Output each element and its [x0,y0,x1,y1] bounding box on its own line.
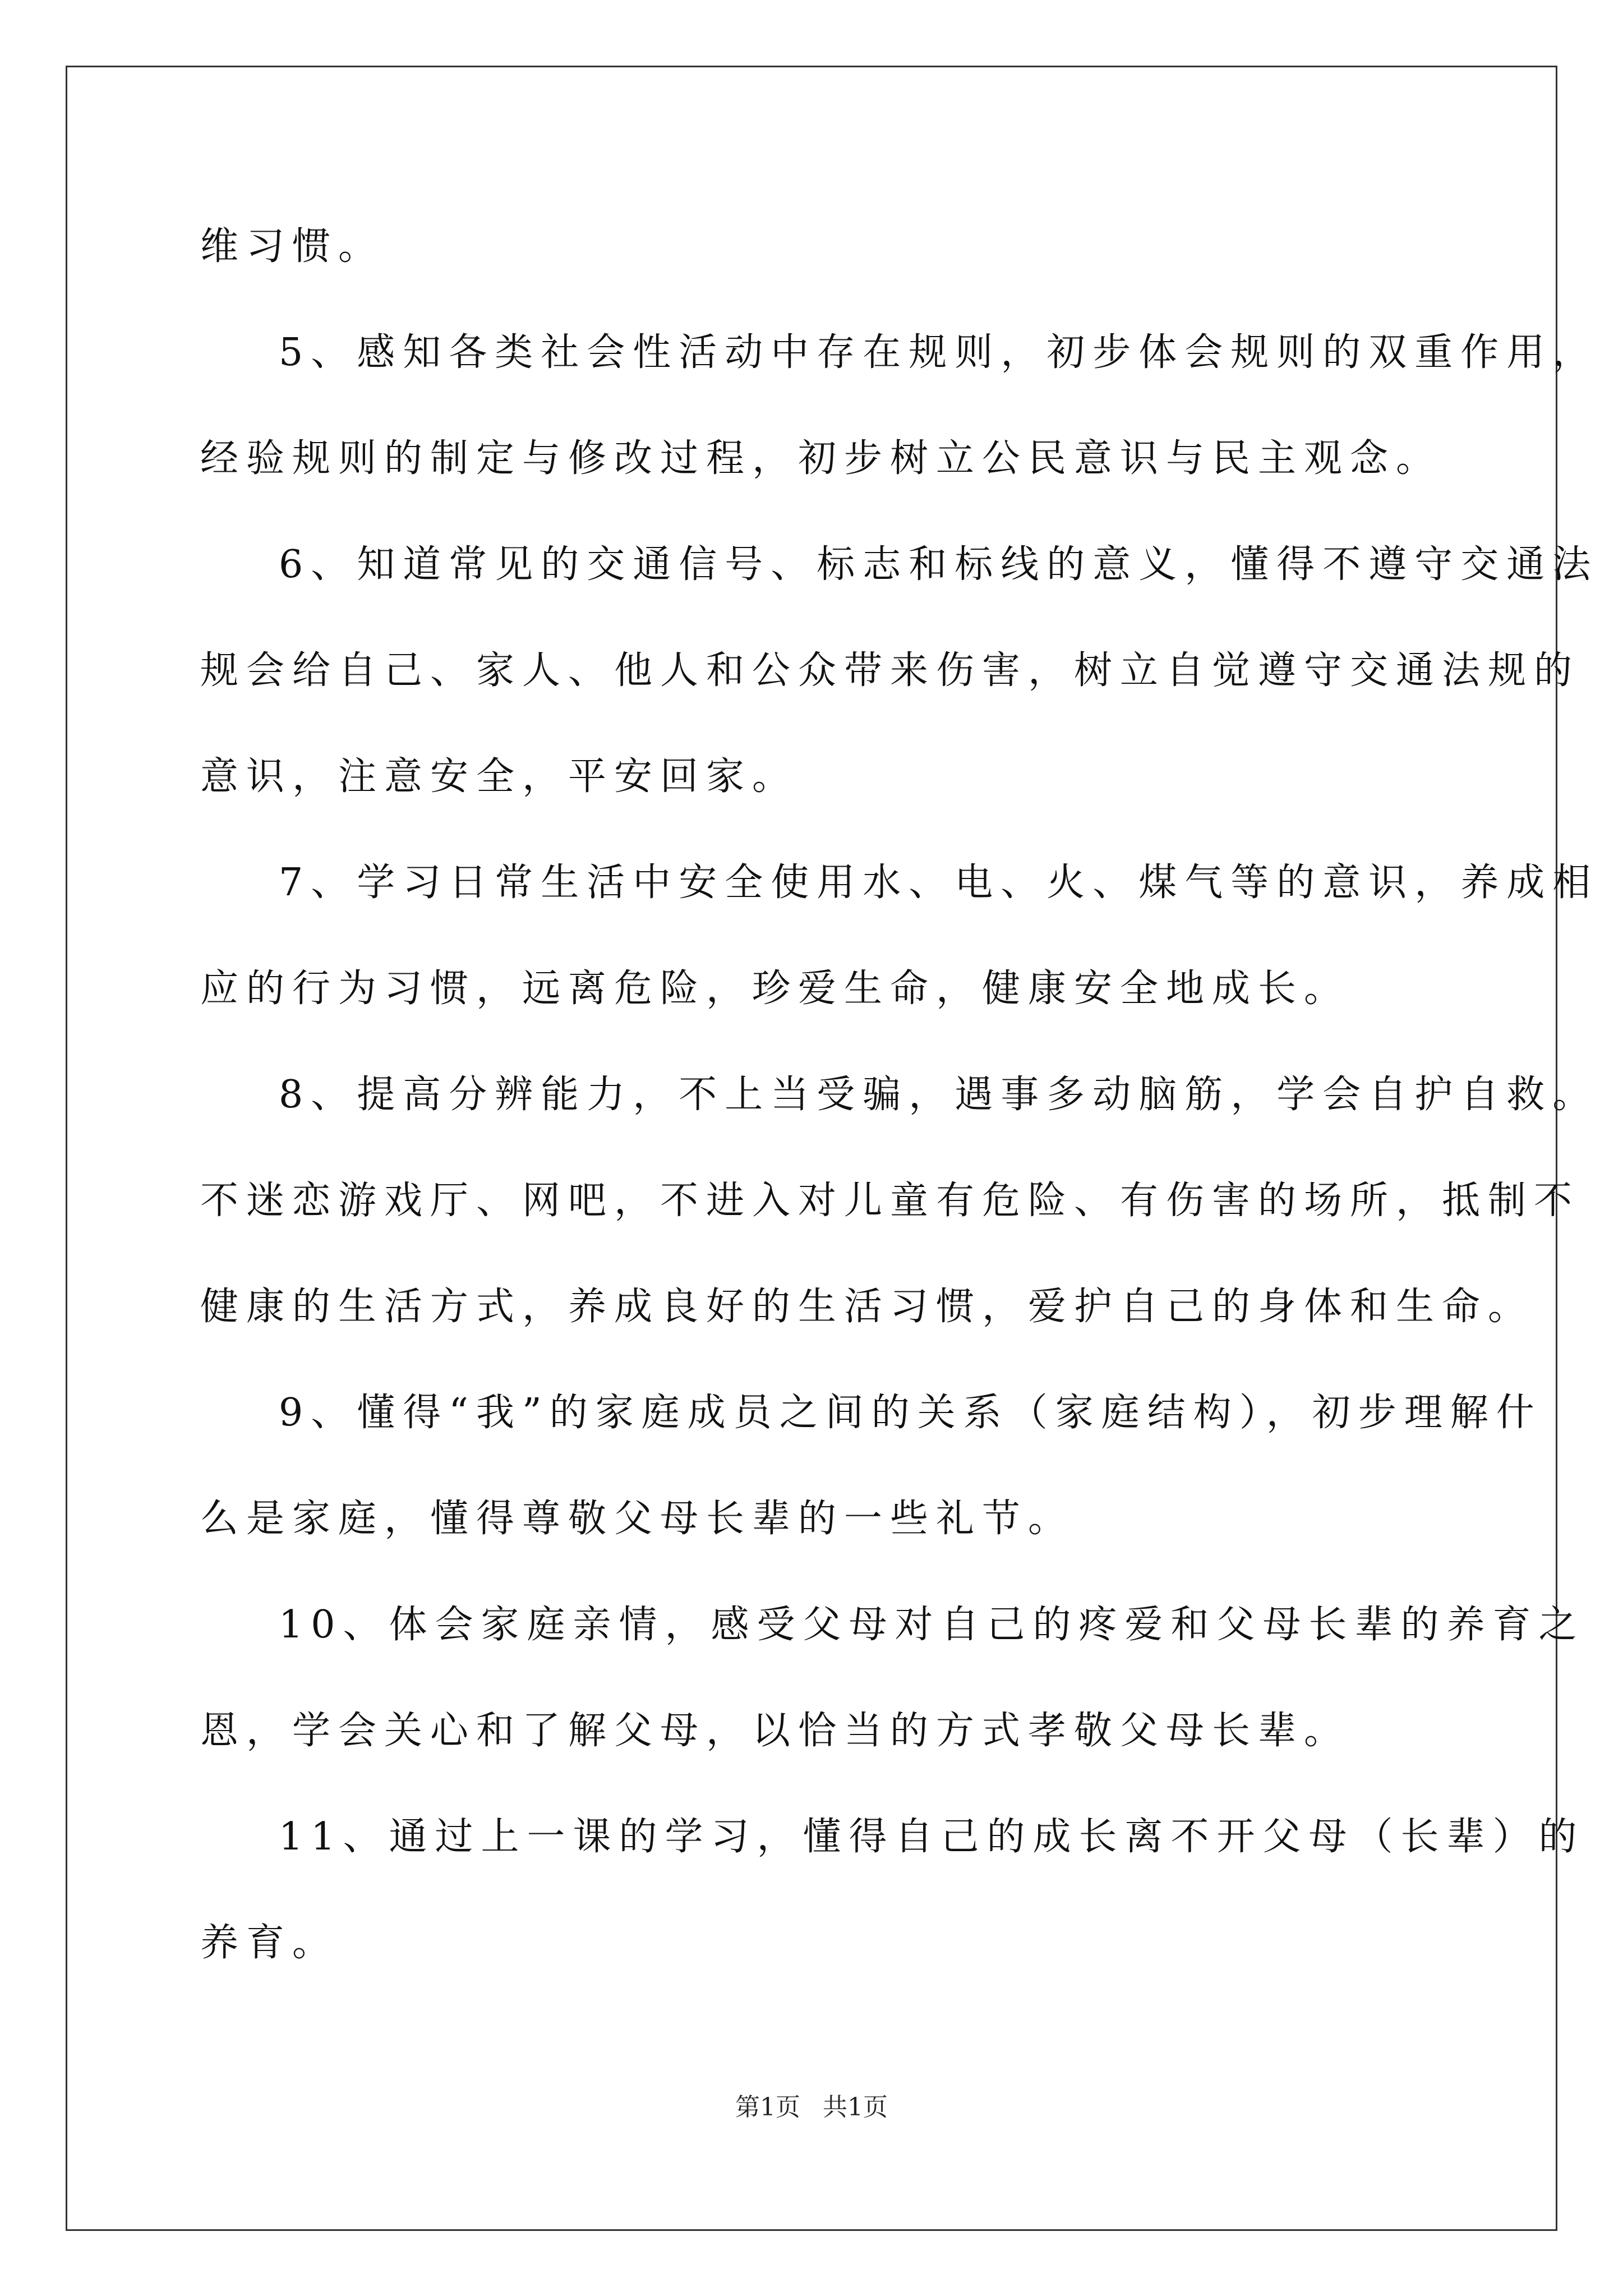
text-line: 意识，注意安全，平安回家。 [200,754,799,799]
text-line: 10、体会家庭亲情，感受父母对自己的疼爱和父母长辈的养育之 [279,1603,1585,1647]
text-line: 9、懂得“我”的家庭成员之间的关系（家庭结构），初步理解什 [279,1391,1542,1435]
text-line: 规会给自己、家人、他人和公众带来伤害，树立自觉遵守交通法规的 [200,648,1580,693]
text-line: 6、知道常见的交通信号、标志和标线的意义，懂得不遵守交通法 [279,542,1599,587]
page-total: 共1页 [823,2093,888,2122]
text-line: 恩，学会关心和了解父母，以恰当的方式孝敬父母长辈。 [200,1709,1350,1753]
text-line: 5、感知各类社会性活动中存在规则，初步体会规则的双重作用， [279,330,1599,375]
text-line: 养育。 [200,1921,339,1965]
text-line: 8、提高分辨能力，不上当受骗，遇事多动脑筋，学会自护自救。 [279,1073,1599,1117]
page-number: 第1页 [735,2093,800,2122]
text-line: 应的行为习惯，远离危险，珍爱生命，健康安全地成长。 [200,967,1350,1011]
text-line: 健康的生活方式，养成良好的生活习惯，爱护自己的身体和生命。 [200,1285,1534,1329]
text-line: 维习惯。 [200,224,385,269]
text-line: 7、学习日常生活中安全使用水、电、火、煤气等的意识，养成相 [279,861,1599,905]
text-line: 么是家庭，懂得尊敬父母长辈的一些礼节。 [200,1497,1075,1541]
text-line: 11、通过上一课的学习，懂得自己的成长离不开父母（长辈）的 [279,1815,1585,1859]
text-line: 不迷恋游戏厅、网吧，不进入对儿童有危险、有伤害的场所，抵制不 [200,1179,1580,1223]
document-body [200,213,1599,2016]
text-line: 经验规则的制定与修改过程，初步树立公民意识与民主观念。 [200,436,1442,481]
page-footer [0,2087,1623,2123]
